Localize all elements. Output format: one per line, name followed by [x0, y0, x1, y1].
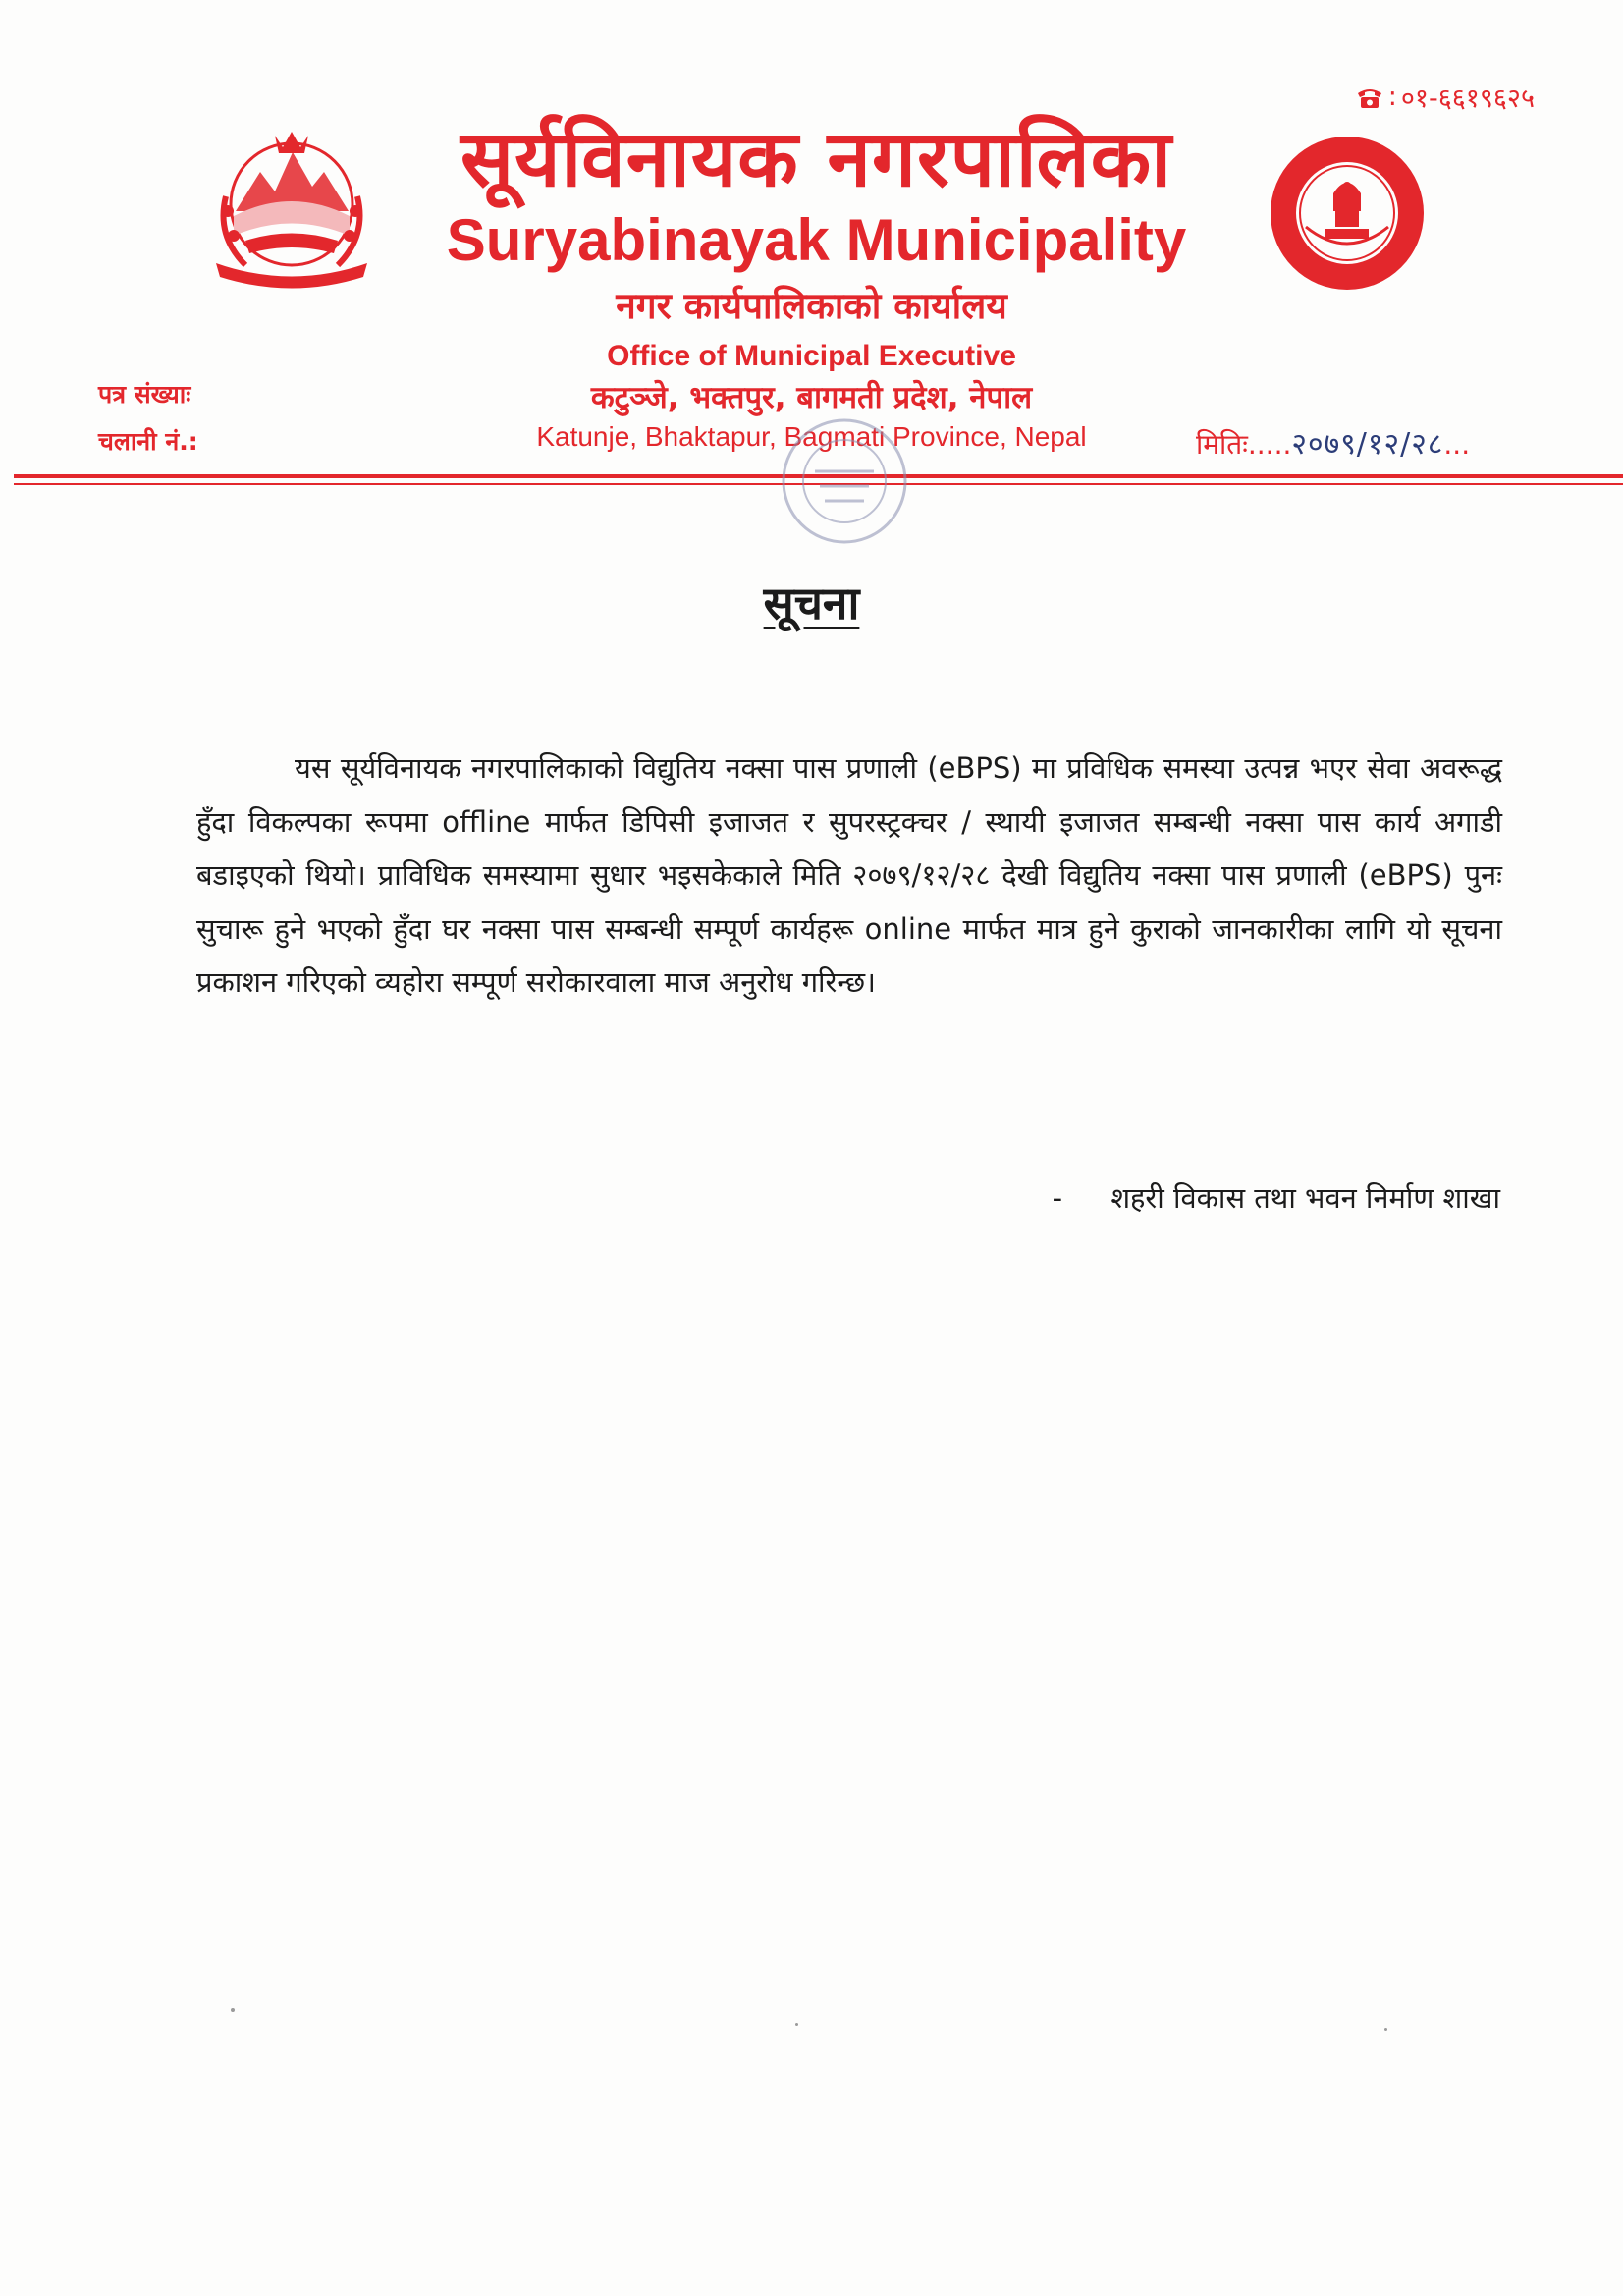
date-value: २०७९/१२/२८ [1291, 427, 1444, 462]
address-en: Katunje, Bhaktapur, Bagmati Province, Nepal [536, 421, 1087, 452]
office-name-np: नगर कार्यपालिकाको कार्यालय [616, 285, 1007, 327]
telephone-icon [1355, 84, 1384, 110]
municipality-name-np: सूर्यविनायक नगरपालिका [460, 113, 1172, 204]
signature-dash: - [1052, 1181, 1063, 1215]
notice-title-text: सूचना [763, 576, 860, 629]
address-np: कटुञ्जे, भक्तपुर, बागमती प्रदेश, नेपाल [590, 380, 1033, 415]
notice-body: यस सूर्यविनायक नगरपालिकाको विद्युतिय नक्सा पास प्रणाली (eBPS) मा प्रविधिक समस्या उत्पन्न भएर सेवा अवरूद्ध हुँदा विकल्पका रूपमा offline मार्फत डिपिसी इजाजत र सुपरस्ट्रक्चर / स्थायी इजाजत सम्बन्धी नक्सा पास कार्य अगाडी बडाइएको थियो। प्राविधिक समस्यामा सुधार भइसकेकाले मिति २०७९/१२/२८ देखी विद्युतिय नक्सा पास प्रणाली (eBPS) पुनः सुचारू हुने भएको हुँदा घर नक्सा पास सम्बन्धी सम्पूर्ण कार्यहरू online मार्फत मात्र हुने कुराको जानकारीका लागि यो सूचना प्रकाशन गरिएको व्यहोरा सम्पूर्ण सरोकारवाला माज अनुरोध गरिन्छ। [196, 751, 1502, 999]
phone-number: ०१-६६१९६२५ [1400, 83, 1535, 114]
municipality-name-en: Suryabinayak Municipality [446, 207, 1187, 273]
phone-line: : ०१-६६१९६२५ [1355, 79, 1535, 115]
office-stamp [746, 417, 943, 565]
date-field: मितिः ..... २०७९/१२/२८ ... [1196, 422, 1470, 463]
scan-speck [1384, 2028, 1387, 2031]
scan-speck [231, 2008, 235, 2012]
notice-title [0, 572, 1623, 632]
scan-speck [795, 2023, 798, 2026]
patra-sankhya-label: पत्र संख्याः [98, 380, 191, 409]
chalani-label: चलानी नं.: [98, 427, 198, 456]
signature-text: शहरी विकास तथा भवन निर्माण शाखा [1110, 1181, 1500, 1215]
office-name-en: Office of Municipal Executive [607, 340, 1016, 372]
signature-line [1053, 1178, 1500, 1217]
date-label: मितिः [1196, 428, 1248, 461]
